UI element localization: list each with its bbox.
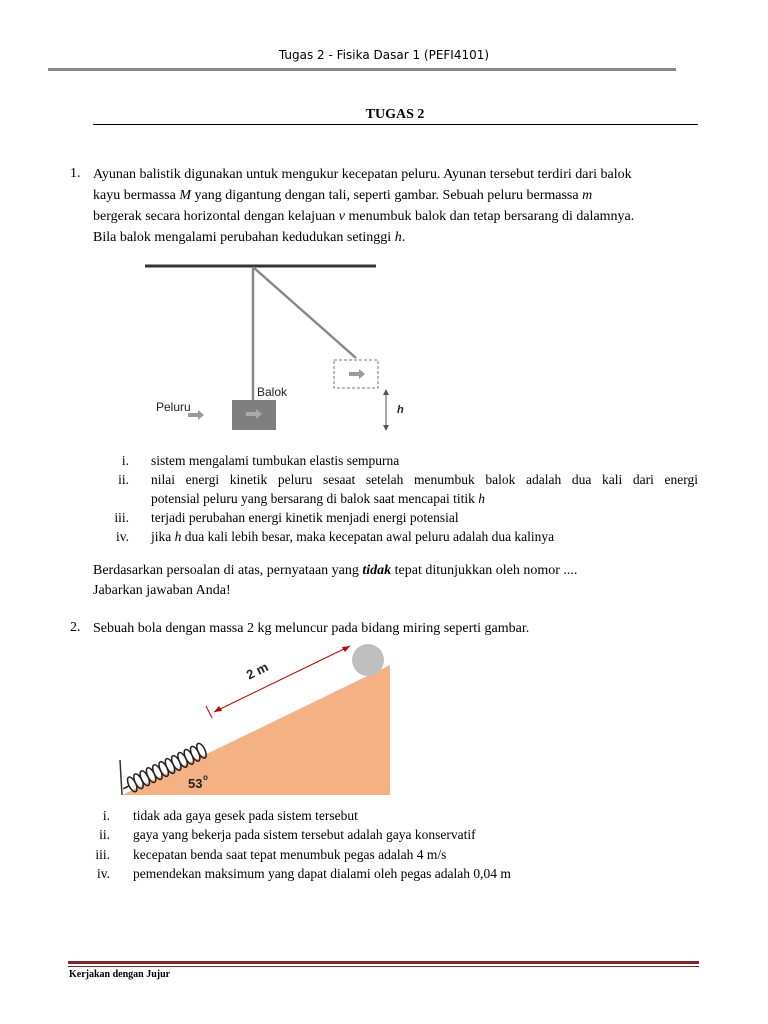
footer-text: Kerjakan dengan Jujur	[69, 969, 171, 980]
question-1-number: 1.	[70, 166, 81, 181]
label-angle-degree: o	[203, 773, 208, 782]
q1-instruction: Jabarkan jawaban Anda!	[93, 583, 231, 598]
q1-option-1-num: i.	[121, 453, 129, 468]
question-1-text	[93, 164, 698, 248]
q2-option-4-text: pemendekan maksimum yang dapat dialami oleh pegas adalah 0,04 m	[133, 866, 511, 881]
q1-question-emphasis: tidak	[362, 563, 392, 578]
label-angle: 53	[188, 776, 203, 791]
label-balok: Balok	[257, 385, 288, 399]
q1-question-post: tepat ditunjukkan oleh nomor ....	[391, 563, 578, 578]
spring-wall	[120, 760, 122, 795]
header-divider	[48, 68, 676, 71]
q1-question-pre: Berdasarkan persoalan di atas, pernyataan yang	[93, 563, 363, 578]
page-header-title: Tugas 2 - Fisika Dasar 1 (PEFI4101)	[278, 48, 490, 62]
q1-option-1-text: sistem mengalami tumbukan elastis sempurna	[151, 453, 400, 468]
height-arrow-up-icon	[383, 389, 389, 395]
q2-option-2-num: ii.	[99, 827, 110, 842]
document-title: TUGAS 2	[365, 107, 425, 122]
q1-option-3-text: terjadi perubahan energi kinetik menjadi energi potensial	[151, 510, 459, 525]
title-underline	[93, 124, 698, 125]
ballistic-pendulum-figure	[140, 258, 420, 438]
footer-divider-thin	[68, 966, 699, 967]
q1-option-2-text-cont: potensial peluru yang bersarang di balok saat mencapai titik h	[151, 491, 486, 506]
q2-option-3-text: kecepatan benda saat tepat menumbuk pegas adalah 4 m/s	[133, 847, 447, 862]
distance-tick-start	[206, 706, 212, 718]
label-distance: 2 m	[243, 659, 271, 683]
label-peluru: Peluru	[156, 400, 191, 414]
q1-line-2: kayu bermassa M yang digantung dengan tali, seperti gambar. Sebuah peluru bermassa m	[93, 188, 593, 203]
q2-option-4-num: iv.	[97, 866, 110, 881]
q1-question	[93, 560, 577, 581]
string-swung	[253, 267, 356, 358]
distance-arrow-head-icon	[342, 646, 350, 652]
q1-line-3: bergerak secara horizontal dengan kelajuan v menumbuk balok dan tetap bersarang di dalamnya.	[93, 209, 635, 224]
footer-divider-thick	[68, 961, 699, 964]
label-h: h	[397, 404, 404, 416]
height-arrow-down-icon	[383, 425, 389, 431]
arrow-icon-final	[349, 369, 365, 379]
ball	[352, 644, 384, 676]
q2-option-1-text: tidak ada gaya gesek pada sistem tersebut	[133, 808, 358, 823]
q1-line-4: Bila balok mengalami perubahan kedudukan setinggi h.	[93, 230, 406, 245]
q1-option-4-num: iv.	[116, 529, 129, 544]
incline-spring-figure	[110, 640, 400, 800]
q2-option-1-num: i.	[102, 808, 110, 823]
q2-option-2-text: gaya yang bekerja pada sistem tersebut adalah gaya konservatif	[133, 827, 476, 842]
q1-option-2-text: nilai energi kinetik peluru sesaat setelah menumbuk balok adalah dua kali dari energi	[151, 472, 698, 487]
q1-option-3-num: iii.	[114, 510, 129, 525]
q2-option-3-num: iii.	[95, 847, 110, 862]
q1-line-1: Ayunan balistik digunakan untuk mengukur kecepatan peluru. Ayunan tersebut terdiri dari balok	[93, 167, 632, 182]
question-2-number: 2.	[70, 620, 81, 635]
question-2-text: Sebuah bola dengan massa 2 kg meluncur pada bidang miring seperti gambar.	[93, 621, 530, 636]
q1-option-2-num: ii.	[118, 472, 129, 487]
q1-option-4-text: jika h dua kali lebih besar, maka kecepatan awal peluru adalah dua kalinya	[151, 529, 555, 544]
